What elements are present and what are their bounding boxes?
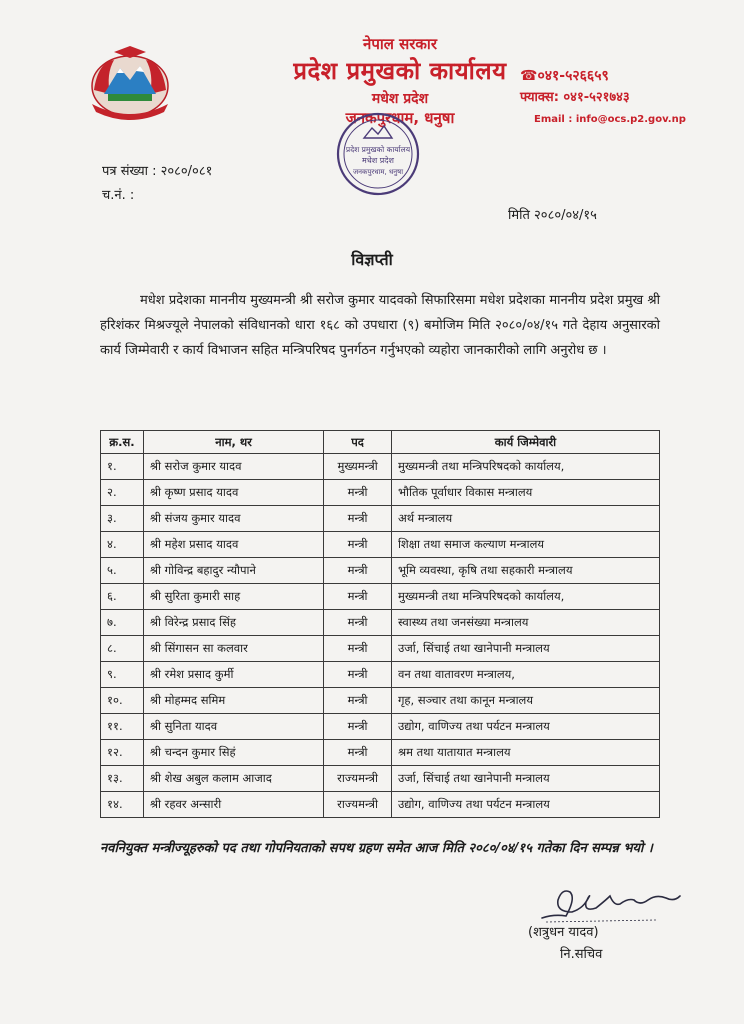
cell-serial: १. xyxy=(101,454,144,480)
cell-post: मन्त्री xyxy=(324,714,392,740)
cell-duty: श्रम तथा यातायात मन्त्रालय xyxy=(391,740,659,766)
cell-name: श्री रहवर अन्सारी xyxy=(143,792,323,818)
dispatch-number: च.नं. : xyxy=(102,188,135,203)
phone-number: ☎०४१-५२६६५९ xyxy=(520,68,609,84)
header-post: पद xyxy=(324,431,392,454)
cell-duty: उद्योग, वाणिज्य तथा पर्यटन मन्त्रालय xyxy=(391,714,659,740)
cell-serial: १४. xyxy=(101,792,144,818)
notice-body: मधेश प्रदेशका माननीय मुख्यमन्त्री श्री सरोज कुमार यादवको सिफारिसमा मधेश प्रदेशका माननीय प्रदेश प्रमुख श्री हरिशंकर मिश्रज्यूले नेपालको संविधानको धारा १६८ को उपधारा (९) बमोजिम मिति २०८०/०४/१५ गते देहाय अनुसारको कार्य जिम्मेवारी र कार्य विभाजन सहित मन्त्रिपरिषद पुनर्गठन गर्नुभएको व्यहोरा जानकारीको लागि अनुरोध छ । xyxy=(100,293,660,358)
cell-name: श्री संजय कुमार यादव xyxy=(143,506,323,532)
table-row xyxy=(101,766,660,792)
cell-name: श्री शेख अबुल कलाम आजाद xyxy=(143,766,323,792)
table-row xyxy=(101,532,660,558)
cell-duty: मुख्यमन्त्री तथा मन्त्रिपरिषदको कार्यालय, xyxy=(391,454,659,480)
cell-post: मुख्यमन्त्री xyxy=(324,454,392,480)
cell-name: श्री विरेन्द्र प्रसाद सिंह xyxy=(143,610,323,636)
cell-duty: भौतिक पूर्वाधार विकास मन्त्रालय xyxy=(391,480,659,506)
cell-duty: स्वास्थ्य तथा जनसंख्या मन्त्रालय xyxy=(391,610,659,636)
cell-serial: ३. xyxy=(101,506,144,532)
cell-name: श्री मोहम्मद समिम xyxy=(143,688,323,714)
cell-serial: ६. xyxy=(101,584,144,610)
cell-serial: ११. xyxy=(101,714,144,740)
oath-note: नवनियुक्त मन्त्रीज्यूहरुको पद तथा गोपनियताको सपथ ग्रहण समेत आज मिति २०८०/०४/१५ गतेका दिन सम्पन्न भयो । xyxy=(100,841,653,856)
signature-mark xyxy=(536,878,686,926)
government-name: नेपाल सरकार xyxy=(363,35,437,53)
cell-post: मन्त्री xyxy=(324,636,392,662)
table-row xyxy=(101,688,660,714)
cell-serial: १०. xyxy=(101,688,144,714)
cell-duty: वन तथा वातावरण मन्त्रालय, xyxy=(391,662,659,688)
cell-name: श्री रमेश प्रसाद कुर्मी xyxy=(143,662,323,688)
contact-block xyxy=(520,66,720,128)
table-row xyxy=(101,636,660,662)
cell-serial: ५. xyxy=(101,558,144,584)
cell-post: मन्त्री xyxy=(324,558,392,584)
province-name: मधेश प्रदेश xyxy=(371,91,429,107)
cell-post: मन्त्री xyxy=(324,584,392,610)
cell-name: श्री गोविन्द्र बहादुर न्यौपाने xyxy=(143,558,323,584)
reference-block xyxy=(102,160,212,208)
nepal-emblem-icon xyxy=(84,42,176,124)
cell-serial: ८. xyxy=(101,636,144,662)
cell-serial: १३. xyxy=(101,766,144,792)
table-row xyxy=(101,792,660,818)
signatory-name: (शत्रुधन यादव) xyxy=(528,925,599,940)
table-row xyxy=(101,480,660,506)
cell-post: राज्यमन्त्री xyxy=(324,792,392,818)
cell-serial: ७. xyxy=(101,610,144,636)
cell-name: श्री चन्दन कुमार सिहं xyxy=(143,740,323,766)
cell-post: मन्त्री xyxy=(324,740,392,766)
cell-name: श्री सिंगासन सा कलवार xyxy=(143,636,323,662)
letter-date: मिति २०८०/०४/१५ xyxy=(508,208,597,223)
table-row xyxy=(101,584,660,610)
cell-duty: शिक्षा तथा समाज कल्याण मन्त्रालय xyxy=(391,532,659,558)
cell-post: मन्त्री xyxy=(324,532,392,558)
cell-post: मन्त्री xyxy=(324,662,392,688)
header-name: नाम, थर xyxy=(143,431,323,454)
table-row xyxy=(101,610,660,636)
cell-post: मन्त्री xyxy=(324,688,392,714)
cell-serial: ४. xyxy=(101,532,144,558)
cell-duty: मुख्यमन्त्री तथा मन्त्रिपरिषदको कार्यालय, xyxy=(391,584,659,610)
cell-duty: अर्थ मन्त्रालय xyxy=(391,506,659,532)
fax-number: फ्याक्स: ०४१-५२१७४३ xyxy=(520,90,630,105)
cell-duty: भूमि व्यवस्था, कृषि तथा सहकारी मन्त्रालय xyxy=(391,558,659,584)
email-address: Email : info@ocs.p2.gov.np xyxy=(534,114,686,125)
cell-duty: गृह, सञ्चार तथा कानून मन्त्रालय xyxy=(391,688,659,714)
stamp-line-3: जनकपुरधाम, धनुषा xyxy=(352,168,404,176)
cell-post: मन्त्री xyxy=(324,610,392,636)
notice-title: विज्ञप्ती xyxy=(351,250,393,269)
cell-duty: उद्योग, वाणिज्य तथा पर्यटन मन्त्रालय xyxy=(391,792,659,818)
cell-name: श्री सुरिता कुमारी साह xyxy=(143,584,323,610)
office-stamp xyxy=(332,108,424,200)
cell-name: श्री महेश प्रसाद यादव xyxy=(143,532,323,558)
header-serial: क्र.स. xyxy=(101,431,144,454)
cell-name: श्री कृष्ण प्रसाद यादव xyxy=(143,480,323,506)
table-row xyxy=(101,662,660,688)
cell-serial: ९. xyxy=(101,662,144,688)
cell-name: श्री सुनिता यादव xyxy=(143,714,323,740)
table-header-row xyxy=(101,431,660,454)
cell-duty: उर्जा, सिंचाई तथा खानेपानी मन्त्रालय xyxy=(391,766,659,792)
table-row xyxy=(101,506,660,532)
cell-post: मन्त्री xyxy=(324,506,392,532)
stamp-line-2: मधेश प्रदेश xyxy=(362,156,394,165)
signatory-title: नि.सचिव xyxy=(560,947,603,962)
cell-name: श्री सरोज कुमार यादव xyxy=(143,454,323,480)
header-duty: कार्य जिम्मेवारी xyxy=(391,431,659,454)
letter-number: पत्र संख्या : २०८०/०८१ xyxy=(102,164,213,179)
city-name: जनकपुरधाम, धनुषा xyxy=(345,109,455,127)
cell-post: राज्यमन्त्री xyxy=(324,766,392,792)
cell-post: मन्त्री xyxy=(324,480,392,506)
cabinet-table xyxy=(100,430,660,818)
table-row xyxy=(101,740,660,766)
table-row xyxy=(101,558,660,584)
office-name: प्रदेश प्रमुखको कार्यालय xyxy=(293,57,507,85)
cell-duty: उर्जा, सिंचाई तथा खानेपानी मन्त्रालय xyxy=(391,636,659,662)
table-row xyxy=(101,454,660,480)
cell-serial: १२. xyxy=(101,740,144,766)
cell-serial: २. xyxy=(101,480,144,506)
stamp-line-1: प्रदेश प्रमुखको कार्यालय xyxy=(345,145,411,154)
table-row xyxy=(101,714,660,740)
